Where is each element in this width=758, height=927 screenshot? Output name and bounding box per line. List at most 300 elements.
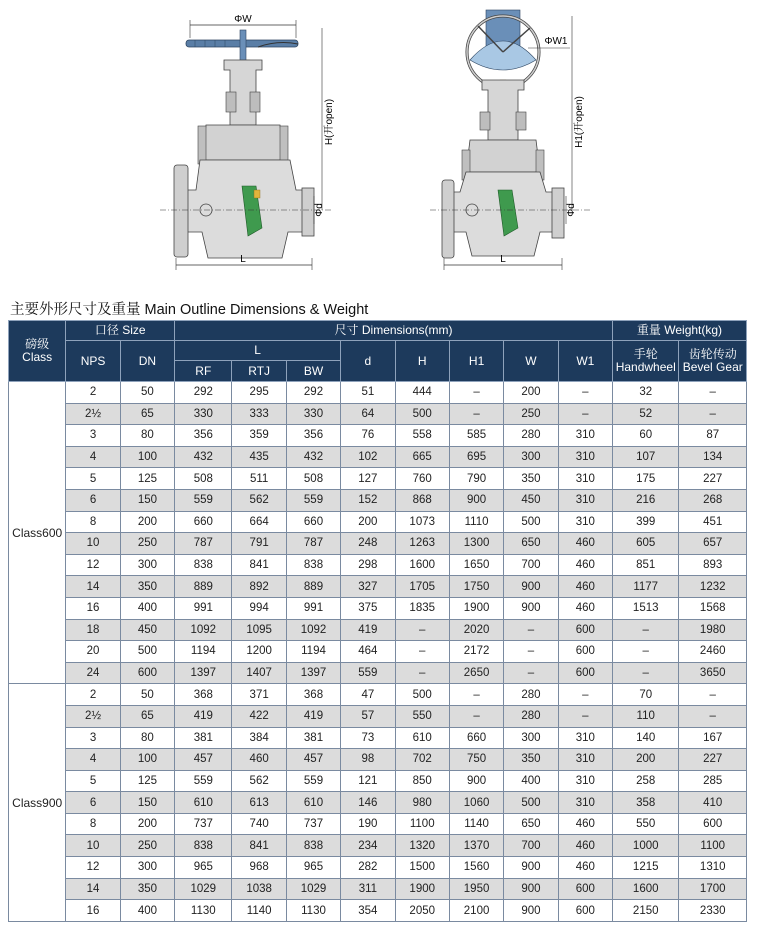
rtj-cell: 968 [232, 857, 286, 879]
w1-cell: 460 [558, 533, 612, 555]
handwheel-cell: – [613, 641, 679, 663]
d-cell: 152 [341, 489, 395, 511]
handwheel-cell: – [613, 619, 679, 641]
w1-cell: 460 [558, 813, 612, 835]
h1-cell: 2020 [449, 619, 503, 641]
rtj-cell: 435 [232, 446, 286, 468]
w1-cell: – [558, 705, 612, 727]
h1-cell: 1900 [449, 597, 503, 619]
w1-cell: 310 [558, 792, 612, 814]
class-header-en: Class [22, 350, 53, 364]
dn-cell: 500 [120, 641, 174, 663]
handwheel-valve-drawing [160, 14, 335, 270]
w-cell: 200 [504, 382, 558, 404]
bevel-gear-cell: 410 [679, 792, 747, 814]
bw-cell: 292 [286, 382, 340, 404]
handwheel-cell: 399 [613, 511, 679, 533]
handwheel-cell: 605 [613, 533, 679, 555]
d-cell: 102 [341, 446, 395, 468]
handwheel-cell: 175 [613, 468, 679, 490]
table-row [9, 533, 747, 555]
d-cell: 73 [341, 727, 395, 749]
section-title: 主要外形尺寸及重量 Main Outline Dimensions & Weight [10, 302, 369, 318]
handwheel-cell: 258 [613, 770, 679, 792]
bw-cell: 508 [286, 468, 340, 490]
h-cell: 1500 [395, 857, 449, 879]
rf-cell: 610 [175, 792, 232, 814]
dn-cell: 250 [120, 533, 174, 555]
bw-cell: 559 [286, 770, 340, 792]
table-row [9, 382, 747, 404]
rtj-cell: 511 [232, 468, 286, 490]
w1-cell: 460 [558, 857, 612, 879]
rtj-cell: 371 [232, 684, 286, 706]
dn-cell: 150 [120, 792, 174, 814]
h1-cell: 1560 [449, 857, 503, 879]
d-cell: 98 [341, 749, 395, 771]
h1-cell: 900 [449, 489, 503, 511]
h1-cell: 660 [449, 727, 503, 749]
rf-cell: 1029 [175, 878, 232, 900]
h-cell: 868 [395, 489, 449, 511]
d-cell: 121 [341, 770, 395, 792]
rf-cell: 419 [175, 705, 232, 727]
h1-cell: 790 [449, 468, 503, 490]
dn-cell: 300 [120, 554, 174, 576]
class-cell: Class600 [9, 382, 66, 684]
rf-cell: 559 [175, 489, 232, 511]
bevel-gear-cell: 285 [679, 770, 747, 792]
handwheel-cell: 52 [613, 403, 679, 425]
table-row [9, 813, 747, 835]
bw-cell: 1092 [286, 619, 340, 641]
dimensions-header: 尺寸 Dimensions(mm) [175, 321, 613, 341]
rtj-cell: 841 [232, 554, 286, 576]
table-row [9, 727, 747, 749]
dn-cell: 350 [120, 878, 174, 900]
table-row [9, 684, 747, 706]
dn-cell: 65 [120, 705, 174, 727]
handwheel-cell: 358 [613, 792, 679, 814]
w1-cell: 600 [558, 900, 612, 922]
rtj-cell: 384 [232, 727, 286, 749]
handwheel-header-cn: 手轮 [633, 347, 658, 361]
rtj-cell: 1038 [232, 878, 286, 900]
rf-cell: 1092 [175, 619, 232, 641]
w-cell: 350 [504, 749, 558, 771]
w1-cell: 310 [558, 446, 612, 468]
d-cell: 76 [341, 425, 395, 447]
h-cell: – [395, 641, 449, 663]
handwheel-cell: 70 [613, 684, 679, 706]
nps-cell: 10 [66, 533, 120, 555]
dn-cell: 400 [120, 597, 174, 619]
d-cell: 354 [341, 900, 395, 922]
dn-cell: 200 [120, 813, 174, 835]
bw-cell: 457 [286, 749, 340, 771]
dn-cell: 350 [120, 576, 174, 598]
size-header: 口径 Size [66, 321, 175, 341]
w-cell: 400 [504, 770, 558, 792]
table-row [9, 468, 747, 490]
w1-cell: – [558, 382, 612, 404]
bevel-gear-header-cn: 齿轮传动 [688, 347, 737, 361]
w-cell: 700 [504, 554, 558, 576]
class-header-cn: 磅级 [25, 337, 50, 351]
bw-cell: 838 [286, 835, 340, 857]
h-cell: 1100 [395, 813, 449, 835]
d-cell: 464 [341, 641, 395, 663]
h-cell: 980 [395, 792, 449, 814]
table-row [9, 792, 747, 814]
rf-cell: 368 [175, 684, 232, 706]
bevel-gear-cell: 600 [679, 813, 747, 835]
rf-cell: 292 [175, 382, 232, 404]
h-cell: 760 [395, 468, 449, 490]
rf-cell: 838 [175, 835, 232, 857]
rtj-cell: 892 [232, 576, 286, 598]
handwheel-cell: 1215 [613, 857, 679, 879]
w1-cell: 310 [558, 468, 612, 490]
handwheel-cell: 216 [613, 489, 679, 511]
w-cell: 900 [504, 878, 558, 900]
table-row [9, 641, 747, 663]
w1-header: W1 [558, 341, 612, 382]
nps-cell: 6 [66, 489, 120, 511]
h-cell: 500 [395, 403, 449, 425]
h1-cell: 1950 [449, 878, 503, 900]
phi-w1-label: ΦW1 [544, 36, 568, 47]
rtj-cell: 333 [232, 403, 286, 425]
h1-cell: – [449, 705, 503, 727]
bw-cell: 1029 [286, 878, 340, 900]
h1-cell: 1140 [449, 813, 503, 835]
h-cell: 1263 [395, 533, 449, 555]
h-cell: 500 [395, 684, 449, 706]
handwheel-cell: 200 [613, 749, 679, 771]
table-row [9, 619, 747, 641]
table-row [9, 749, 747, 771]
rtj-cell: 1200 [232, 641, 286, 663]
bw-cell: 1194 [286, 641, 340, 663]
h-cell: – [395, 619, 449, 641]
rf-cell: 889 [175, 576, 232, 598]
h1-cell: 1110 [449, 511, 503, 533]
rtj-cell: 1140 [232, 900, 286, 922]
d-cell: 248 [341, 533, 395, 555]
w-header: W [504, 341, 558, 382]
h1-cell: – [449, 382, 503, 404]
h-cell: 444 [395, 382, 449, 404]
handwheel-cell: 2150 [613, 900, 679, 922]
w1-cell: 460 [558, 554, 612, 576]
bevel-gear-cell: 657 [679, 533, 747, 555]
nps-cell: 5 [66, 468, 120, 490]
table-row [9, 857, 747, 879]
w1-cell: 600 [558, 878, 612, 900]
w1-cell: 310 [558, 489, 612, 511]
table-row [9, 878, 747, 900]
w-cell: 700 [504, 835, 558, 857]
bw-cell: 610 [286, 792, 340, 814]
dn-cell: 50 [120, 684, 174, 706]
w-cell: 280 [504, 684, 558, 706]
h-cell: 1835 [395, 597, 449, 619]
nps-cell: 2 [66, 382, 120, 404]
h-cell: 1900 [395, 878, 449, 900]
rf-cell: 432 [175, 446, 232, 468]
bw-cell: 1130 [286, 900, 340, 922]
h1-cell: 695 [449, 446, 503, 468]
bw-cell: 559 [286, 489, 340, 511]
handwheel-cell: 1000 [613, 835, 679, 857]
nps-cell: 10 [66, 835, 120, 857]
dn-cell: 450 [120, 619, 174, 641]
rf-cell: 737 [175, 813, 232, 835]
nps-cell: 2½ [66, 403, 120, 425]
bevel-gear-cell: 1310 [679, 857, 747, 879]
h1-cell: 585 [449, 425, 503, 447]
w-cell: 900 [504, 576, 558, 598]
d-header: d [341, 341, 395, 382]
w-cell: 650 [504, 813, 558, 835]
nps-cell: 5 [66, 770, 120, 792]
h1-cell: 1060 [449, 792, 503, 814]
w1-cell: 310 [558, 749, 612, 771]
w-cell: 650 [504, 533, 558, 555]
d-cell: 57 [341, 705, 395, 727]
h-cell: 2050 [395, 900, 449, 922]
handwheel-header-en: Handwheel [615, 360, 676, 374]
dimensions-weight-table [8, 320, 747, 922]
h1-cell: 750 [449, 749, 503, 771]
w-cell: – [504, 641, 558, 663]
w1-cell: 600 [558, 641, 612, 663]
bevel-gear-valve-drawing [430, 10, 590, 270]
bw-cell: 889 [286, 576, 340, 598]
h-cell: 1705 [395, 576, 449, 598]
nps-cell: 14 [66, 878, 120, 900]
d-cell: 559 [341, 662, 395, 684]
w1-cell: 600 [558, 662, 612, 684]
l-label-left: L [240, 254, 246, 265]
dn-cell: 250 [120, 835, 174, 857]
bw-cell: 991 [286, 597, 340, 619]
h1-cell: – [449, 403, 503, 425]
handwheel-cell: 851 [613, 554, 679, 576]
rtj-cell: 422 [232, 705, 286, 727]
dn-cell: 65 [120, 403, 174, 425]
dn-cell: 80 [120, 727, 174, 749]
bevel-gear-cell: 1232 [679, 576, 747, 598]
bw-cell: 787 [286, 533, 340, 555]
handwheel-cell: 60 [613, 425, 679, 447]
rf-cell: 787 [175, 533, 232, 555]
w-cell: – [504, 662, 558, 684]
w-cell: 300 [504, 446, 558, 468]
bevel-gear-cell: – [679, 705, 747, 727]
bevel-gear-cell: 2330 [679, 900, 747, 922]
w-cell: 450 [504, 489, 558, 511]
rf-cell: 1397 [175, 662, 232, 684]
bw-cell: 1397 [286, 662, 340, 684]
d-cell: 282 [341, 857, 395, 879]
table-row [9, 403, 747, 425]
nps-cell: 16 [66, 900, 120, 922]
rf-header: RF [175, 361, 232, 382]
rf-cell: 381 [175, 727, 232, 749]
nps-cell: 8 [66, 511, 120, 533]
rtj-cell: 295 [232, 382, 286, 404]
table-row [9, 705, 747, 727]
w-cell: 900 [504, 900, 558, 922]
h1-open-label: H1(开open) [574, 96, 585, 148]
rf-cell: 356 [175, 425, 232, 447]
w-cell: 300 [504, 727, 558, 749]
bevel-gear-cell: 268 [679, 489, 747, 511]
dn-cell: 300 [120, 857, 174, 879]
bw-cell: 838 [286, 554, 340, 576]
nps-cell: 18 [66, 619, 120, 641]
w1-cell: 460 [558, 576, 612, 598]
nps-cell: 4 [66, 446, 120, 468]
table-row [9, 770, 747, 792]
h-cell: 558 [395, 425, 449, 447]
bevel-gear-cell: 2460 [679, 641, 747, 663]
table-row [9, 446, 747, 468]
h-header: H [395, 341, 449, 382]
handwheel-cell: 32 [613, 382, 679, 404]
dn-cell: 400 [120, 900, 174, 922]
dn-cell: 100 [120, 749, 174, 771]
d-cell: 234 [341, 835, 395, 857]
h1-cell: 1370 [449, 835, 503, 857]
w1-cell: 310 [558, 770, 612, 792]
d-cell: 311 [341, 878, 395, 900]
table-row [9, 554, 747, 576]
h1-cell: 2172 [449, 641, 503, 663]
table-row [9, 576, 747, 598]
rf-cell: 660 [175, 511, 232, 533]
handwheel-cell: 107 [613, 446, 679, 468]
handwheel-cell: 550 [613, 813, 679, 835]
table-row [9, 425, 747, 447]
h-cell: 1600 [395, 554, 449, 576]
dn-header: DN [120, 341, 174, 382]
table-row [9, 489, 747, 511]
bevel-gear-cell: 451 [679, 511, 747, 533]
table-row [9, 511, 747, 533]
rtj-cell: 460 [232, 749, 286, 771]
w-cell: 500 [504, 792, 558, 814]
h-cell: 665 [395, 446, 449, 468]
d-cell: 146 [341, 792, 395, 814]
rf-cell: 457 [175, 749, 232, 771]
d-cell: 200 [341, 511, 395, 533]
bevel-gear-cell: 1568 [679, 597, 747, 619]
d-cell: 375 [341, 597, 395, 619]
dn-cell: 125 [120, 468, 174, 490]
h1-cell: 900 [449, 770, 503, 792]
handwheel-cell: 110 [613, 705, 679, 727]
phi-w-label: ΦW [234, 14, 252, 25]
h-cell: 550 [395, 705, 449, 727]
w1-cell: 460 [558, 597, 612, 619]
h-cell: 850 [395, 770, 449, 792]
phi-d-label-right: Φd [566, 203, 577, 217]
dn-cell: 600 [120, 662, 174, 684]
rf-cell: 965 [175, 857, 232, 879]
dn-cell: 200 [120, 511, 174, 533]
dn-cell: 125 [120, 770, 174, 792]
bevel-gear-header-en: Bevel Gear [682, 360, 743, 374]
bevel-gear-cell: 893 [679, 554, 747, 576]
nps-cell: 3 [66, 727, 120, 749]
bevel-gear-cell: 87 [679, 425, 747, 447]
nps-cell: 14 [66, 576, 120, 598]
rtj-cell: 740 [232, 813, 286, 835]
rf-cell: 838 [175, 554, 232, 576]
weight-header: 重量 Weight(kg) [613, 321, 747, 341]
table-row [9, 597, 747, 619]
d-cell: 419 [341, 619, 395, 641]
nps-header: NPS [66, 341, 120, 382]
bevel-gear-cell: 1700 [679, 878, 747, 900]
w-cell: 500 [504, 511, 558, 533]
handwheel-cell: – [613, 662, 679, 684]
handwheel-cell: 1177 [613, 576, 679, 598]
h1-cell: 1750 [449, 576, 503, 598]
rtj-cell: 994 [232, 597, 286, 619]
w1-cell: – [558, 684, 612, 706]
h1-cell: – [449, 684, 503, 706]
bw-cell: 381 [286, 727, 340, 749]
d-cell: 190 [341, 813, 395, 835]
table-body [9, 382, 747, 922]
rtj-cell: 664 [232, 511, 286, 533]
nps-cell: 6 [66, 792, 120, 814]
h-open-label: H(开open) [324, 98, 335, 146]
w1-cell: – [558, 403, 612, 425]
bw-cell: 330 [286, 403, 340, 425]
dn-cell: 150 [120, 489, 174, 511]
bevel-gear-cell: 1100 [679, 835, 747, 857]
d-cell: 127 [341, 468, 395, 490]
rf-cell: 508 [175, 468, 232, 490]
bw-cell: 356 [286, 425, 340, 447]
rtj-cell: 791 [232, 533, 286, 555]
h-cell: 610 [395, 727, 449, 749]
nps-cell: 16 [66, 597, 120, 619]
rtj-cell: 1095 [232, 619, 286, 641]
rtj-cell: 841 [232, 835, 286, 857]
rtj-cell: 1407 [232, 662, 286, 684]
nps-cell: 8 [66, 813, 120, 835]
h-cell: – [395, 662, 449, 684]
table-row [9, 835, 747, 857]
bevel-gear-header [679, 341, 747, 382]
nps-cell: 12 [66, 857, 120, 879]
bevel-gear-cell: 134 [679, 446, 747, 468]
handwheel-cell: 1600 [613, 878, 679, 900]
phi-d-label-left: Φd [314, 203, 325, 217]
d-cell: 298 [341, 554, 395, 576]
bevel-gear-cell: 167 [679, 727, 747, 749]
dn-cell: 80 [120, 425, 174, 447]
l-label-right: L [500, 254, 506, 265]
bw-cell: 965 [286, 857, 340, 879]
w1-cell: 310 [558, 425, 612, 447]
